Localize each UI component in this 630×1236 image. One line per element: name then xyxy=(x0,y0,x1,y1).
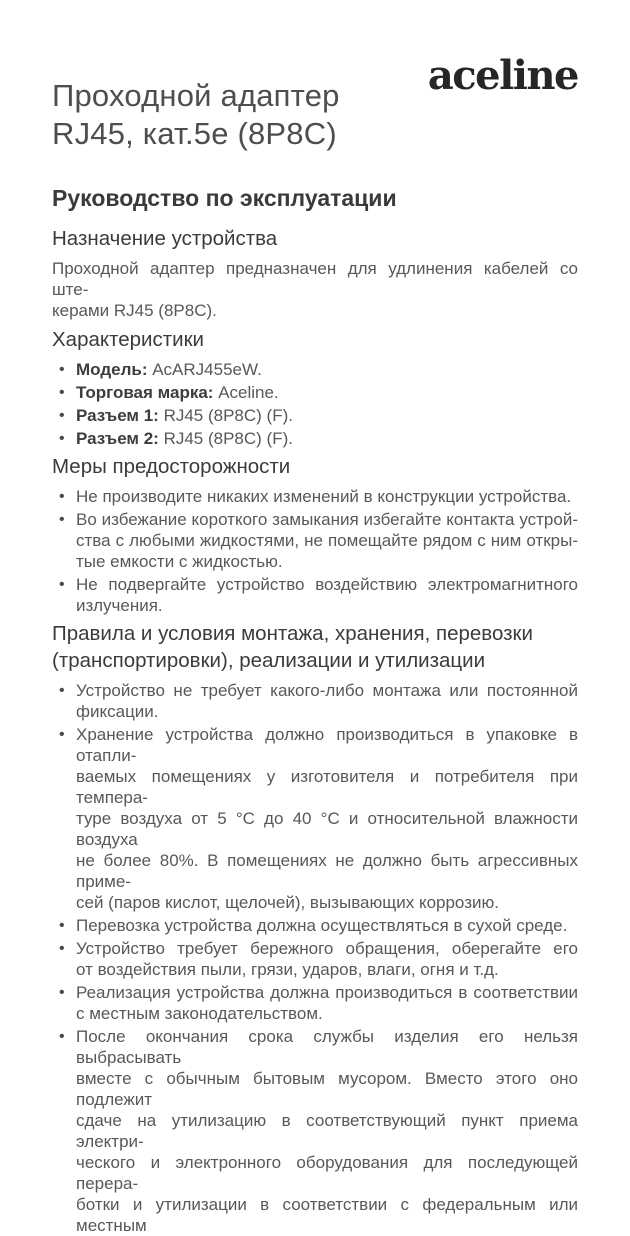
section xyxy=(52,620,578,1236)
bullet-marker-icon: • xyxy=(59,429,65,447)
bullet-text xyxy=(76,405,578,426)
bullet-item xyxy=(52,1026,578,1236)
spec-line xyxy=(76,359,578,380)
text-line: ства с любыми жидкостями, не помещайте рядом с ним откры- xyxy=(76,530,578,550)
spec-line xyxy=(76,405,578,426)
bullet-text xyxy=(76,509,578,572)
bullet-text xyxy=(76,428,578,449)
bullet-item xyxy=(52,382,578,403)
text-line: ваемых помещениях у изготовителя и потребителя при темпера- xyxy=(76,766,578,807)
bullet-text xyxy=(76,915,578,936)
bullet-marker-icon: • xyxy=(59,406,65,424)
spec-label: Торговая марка: xyxy=(76,382,214,402)
bullet-marker-icon: • xyxy=(59,681,65,699)
bullet-marker-icon: • xyxy=(59,1027,65,1045)
paragraph xyxy=(52,258,578,321)
bullet-item xyxy=(52,574,578,616)
bullet-item xyxy=(52,509,578,572)
bullet-marker-icon: • xyxy=(59,939,65,957)
text-line: Во избежание короткого замыкания избегайте контакта устрой- xyxy=(76,509,578,529)
header xyxy=(52,52,578,174)
text-line: Проходной адаптер предназначен для удлинения кабелей со ште- xyxy=(52,258,578,299)
bullet-text xyxy=(76,359,578,380)
section-heading-line: Назначение устройства xyxy=(52,226,278,250)
text-line: После окончания срока службы изделия его нельзя выбрасывать xyxy=(76,1026,578,1067)
spec-value: RJ45 (8P8C) (F). xyxy=(158,405,293,425)
spec-label: Разъем 1: xyxy=(76,405,159,425)
bullet-item xyxy=(52,359,578,380)
bullet-item xyxy=(52,405,578,426)
bullet-marker-icon: • xyxy=(59,383,65,401)
spec-value: AcARJ455eW. xyxy=(147,359,262,379)
bullet-list xyxy=(52,486,578,616)
bullet-text xyxy=(76,1026,578,1236)
bullet-list xyxy=(52,680,578,1236)
section xyxy=(52,225,578,321)
text-line: сей (паров кислот, щелочей), вызывающих коррозию. xyxy=(76,892,499,912)
text-line: Устройство не требует какого-либо монтажа или постоянной xyxy=(76,680,578,700)
text-line: не более 80%. В помещениях не должно быть агрессивных приме- xyxy=(76,850,578,891)
text-line: туре воздуха от 5 °C до 40 °C и относительной влажности воздуха xyxy=(76,808,578,849)
doc-subtitle: Руководство по эксплуатации xyxy=(52,184,397,211)
text-line: от воздействия пыли, грязи, ударов, влаги, огня и т.д. xyxy=(76,959,499,979)
section-heading-line: Характеристики xyxy=(52,327,204,351)
section-heading xyxy=(52,326,578,353)
text-line: сдаче на утилизацию в соответствующий пункт приема электри- xyxy=(76,1110,578,1151)
text-line: Не производите никаких изменений в конструкции устройства. xyxy=(76,486,572,506)
text-line: Реализация устройства должна производиться в соответствии xyxy=(76,982,578,1002)
bullet-marker-icon: • xyxy=(59,916,65,934)
spec-label: Разъем 2: xyxy=(76,428,159,448)
text-line: вместе с обычным бытовым мусором. Вместо этого оно подлежит xyxy=(76,1068,578,1109)
bullet-text xyxy=(76,574,578,616)
section-heading xyxy=(52,453,578,480)
bullet-text xyxy=(76,680,578,722)
bullet-marker-icon: • xyxy=(59,360,65,378)
section-heading-line: Правила и условия монтажа, хранения, перевозки xyxy=(52,621,533,645)
text-line: Устройство требует бережного обращения, оберегайте его xyxy=(76,938,578,958)
section-heading xyxy=(52,225,578,252)
section xyxy=(52,326,578,449)
bullet-item xyxy=(52,982,578,1024)
bullet-marker-icon: • xyxy=(59,983,65,1001)
text-line: Перевозка устройства должна осуществляться в сухой среде. xyxy=(76,915,568,935)
text-line: фиксации. xyxy=(76,701,159,721)
text-line: Хранение устройства должно производиться в упаковке в отапли- xyxy=(76,724,578,765)
bullet-text xyxy=(76,982,578,1024)
bullet-item xyxy=(52,680,578,722)
bullet-text xyxy=(76,486,578,507)
text-line: ботки и утилизации в соответствии с федеральным или местным xyxy=(76,1194,578,1235)
bullet-marker-icon: • xyxy=(59,725,65,743)
text-line: керами RJ45 (8P8C). xyxy=(52,300,217,320)
section xyxy=(52,453,578,616)
bullet-list xyxy=(52,359,578,449)
product-title-line: Проходной адаптер xyxy=(52,77,340,113)
section-heading-line: (транспортировки), реализации и утилизации xyxy=(52,648,486,672)
spec-line xyxy=(76,382,578,403)
bullet-item xyxy=(52,724,578,913)
text-line: Не подвергайте устройство воздействию электромагнитного xyxy=(76,574,578,594)
spec-value: Aceline. xyxy=(213,382,279,402)
text-line: тые емкости с жидкостью. xyxy=(76,551,283,571)
bullet-text xyxy=(76,382,578,403)
spec-line xyxy=(76,428,578,449)
spec-label: Модель: xyxy=(76,359,148,379)
bullet-marker-icon: • xyxy=(59,487,65,505)
bullet-item xyxy=(52,915,578,936)
bullet-text xyxy=(76,938,578,980)
text-line: с местным законодательством. xyxy=(76,1003,323,1023)
text-line: излучения. xyxy=(76,595,163,615)
section-heading-line: Меры предосторожности xyxy=(52,454,291,478)
product-title-line: RJ45, кат.5e (8P8C) xyxy=(52,115,337,151)
bullet-text xyxy=(76,724,578,913)
bullet-marker-icon: • xyxy=(59,575,65,593)
section-heading xyxy=(52,620,578,674)
brand-logo: aceline xyxy=(427,52,578,99)
spec-value: RJ45 (8P8C) (F). xyxy=(158,428,293,448)
bullet-item xyxy=(52,486,578,507)
text-line: ческого и электронного оборудования для последующей перера- xyxy=(76,1152,578,1193)
product-title xyxy=(52,77,340,153)
bullet-marker-icon: • xyxy=(59,510,65,528)
bullet-item xyxy=(52,428,578,449)
bullet-item xyxy=(52,938,578,980)
doc-body xyxy=(52,225,578,1236)
